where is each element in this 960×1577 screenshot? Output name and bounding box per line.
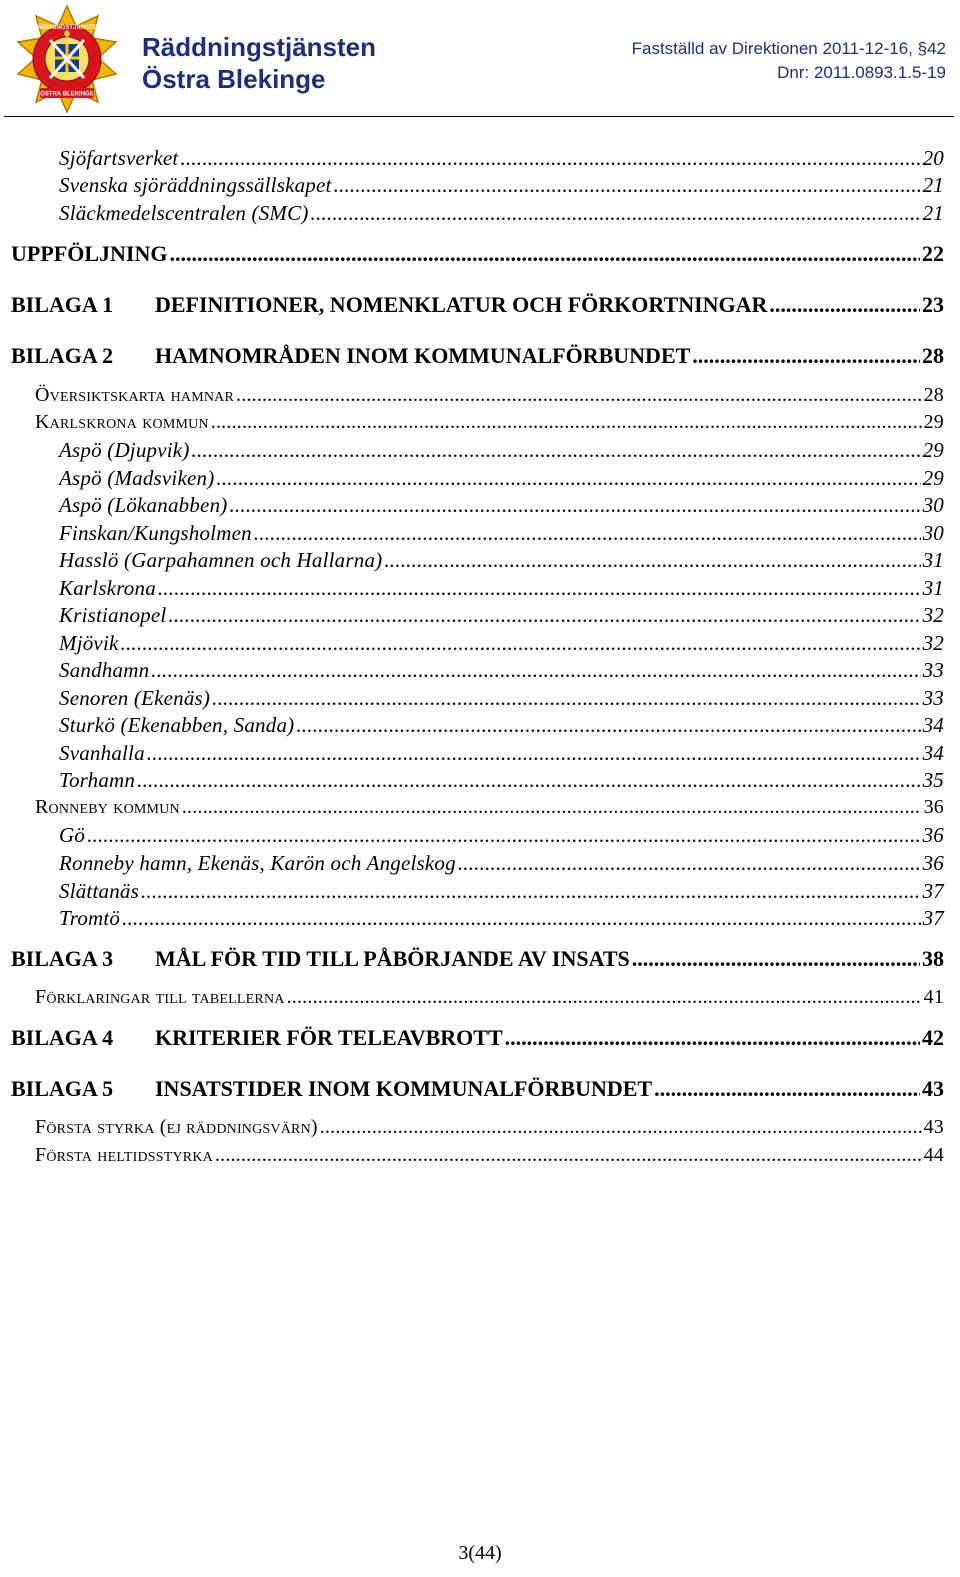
- toc-entry[interactable]: [59, 493, 944, 518]
- svg-text:ÖSTRA BLEKINGE: ÖSTRA BLEKINGE: [40, 91, 94, 98]
- dot-leader: [216, 466, 920, 491]
- svg-text:RÄDDNINGSTJÄNSTEN: RÄDDNINGSTJÄNSTEN: [32, 25, 102, 31]
- toc-entry-title: Första heltidsstyrka: [35, 1144, 213, 1166]
- toc-page-number: 43: [923, 1116, 944, 1138]
- dot-leader: [692, 343, 920, 369]
- dot-leader: [384, 548, 920, 573]
- toc-page-number: 28: [923, 384, 944, 406]
- toc-entry-title: Sturkö (Ekenabben, Sanda): [59, 713, 295, 737]
- toc-page-number: 44: [923, 1144, 944, 1166]
- toc-page-number: 30: [922, 493, 944, 517]
- appendix-title: KRITERIER FÖR TELEAVBROTT: [155, 1025, 503, 1050]
- org-name-line-1: Räddningstjänsten: [142, 32, 377, 62]
- dot-leader: [122, 906, 920, 931]
- organization-name: [142, 31, 376, 95]
- dot-leader: [180, 146, 920, 171]
- toc-page-number: 37: [922, 906, 944, 930]
- appendix-number: BILAGA 2: [11, 343, 114, 368]
- toc-entry-title: Ronneby hamn, Ekenäs, Karön och Angelskog: [59, 851, 456, 875]
- dot-leader: [158, 576, 921, 601]
- dot-leader: [182, 796, 922, 819]
- toc-entry[interactable]: [35, 411, 944, 434]
- dot-leader: [254, 521, 921, 546]
- toc-entry-title: Finskan/Kungsholmen: [59, 521, 252, 545]
- toc-page-number: 29: [923, 411, 944, 433]
- toc-page-number: 43: [922, 1076, 944, 1101]
- toc-entry[interactable]: [59, 741, 944, 766]
- toc-entry-title: Svenska sjöräddningssällskapet: [59, 173, 332, 197]
- page-header: [0, 0, 960, 118]
- toc-page-number: 37: [922, 879, 944, 903]
- appendix-title: INSATSTIDER INOM KOMMUNALFÖRBUNDET: [155, 1076, 653, 1101]
- header-divider: [4, 116, 954, 117]
- toc-page-number: 29: [922, 466, 944, 490]
- dot-leader: [632, 946, 920, 972]
- toc-page-number: 32: [922, 631, 944, 655]
- toc-entry[interactable]: [59, 713, 944, 738]
- toc-entry[interactable]: [11, 241, 944, 267]
- toc-entry-title: Släckmedelscentralen (SMC): [59, 201, 309, 225]
- toc-entry-title: Aspö (Madsviken): [59, 466, 215, 490]
- toc-page-number: 29: [922, 438, 944, 462]
- toc-entry[interactable]: [59, 658, 944, 683]
- toc-page-number: 20: [922, 146, 944, 170]
- appendix-title: HAMNOMRÅDEN INOM KOMMUNALFÖRBUNDET: [155, 343, 691, 368]
- toc-page-number: 21: [922, 173, 944, 197]
- appendix-title: DEFINITIONER, NOMENKLATUR OCH FÖRKORTNINGAR: [155, 292, 768, 317]
- approval-line: Fastställd av Direktionen 2011-12-16, §42: [631, 39, 946, 58]
- toc-entry[interactable]: [11, 1076, 944, 1102]
- toc-page-number: 30: [922, 521, 944, 545]
- toc-entry-title: Sjöfartsverket: [59, 146, 179, 170]
- toc-entry-title: Kristianopel: [59, 603, 167, 627]
- dot-leader: [137, 768, 920, 793]
- toc-entry[interactable]: [59, 466, 944, 491]
- toc-entry-title: Torhamn: [59, 768, 136, 792]
- toc-entry[interactable]: [11, 946, 944, 972]
- dot-leader: [769, 292, 920, 318]
- toc-entry-title: Hasslö (Garpahamnen och Hallarna): [59, 548, 383, 572]
- toc-page-number: 35: [922, 768, 944, 792]
- toc-entry[interactable]: [59, 576, 944, 601]
- toc-entry[interactable]: [59, 851, 944, 876]
- dot-leader: [211, 411, 922, 434]
- dot-leader: [215, 1144, 922, 1167]
- toc-entry[interactable]: [59, 548, 944, 573]
- toc-page-number: 42: [922, 1025, 944, 1050]
- toc-entry[interactable]: [35, 1144, 944, 1167]
- dot-leader: [151, 658, 920, 683]
- toc-entry-title: Översiktskarta hamnar: [35, 384, 235, 406]
- appendix-number: BILAGA 5: [11, 1076, 114, 1101]
- toc-entry-title: [11, 1025, 503, 1051]
- toc-entry-title: [11, 1076, 652, 1102]
- toc-page-number: 31: [922, 576, 944, 600]
- dot-leader: [320, 1116, 922, 1139]
- toc-page-number: 36: [922, 851, 944, 875]
- toc-entry[interactable]: [35, 1116, 944, 1139]
- toc-entry[interactable]: [35, 384, 944, 407]
- dot-leader: [236, 384, 922, 407]
- toc-entry-title: Senoren (Ekenäs): [59, 686, 211, 710]
- toc-page-number: 21: [922, 201, 944, 225]
- toc-entry[interactable]: [59, 438, 944, 463]
- toc-entry-title: Karlskrona kommun: [35, 411, 209, 433]
- toc-page-number: 32: [922, 603, 944, 627]
- toc-page-number: 41: [923, 986, 944, 1008]
- toc-page-number: 34: [922, 713, 944, 737]
- toc-entry-title: Förklaringar till tabellerna: [35, 986, 285, 1008]
- toc-page-number: 33: [922, 658, 944, 682]
- toc-page-number: 22: [922, 241, 944, 266]
- toc-entry-title: [11, 343, 690, 369]
- toc-entry[interactable]: [59, 906, 944, 931]
- toc-entry[interactable]: [59, 879, 944, 904]
- dot-leader: [287, 986, 922, 1009]
- dot-leader: [458, 851, 921, 876]
- dot-leader: [168, 603, 920, 628]
- toc-page-number: 23: [922, 292, 944, 317]
- toc-entry-title: [11, 292, 767, 318]
- dot-leader: [87, 823, 921, 848]
- dot-leader: [311, 201, 921, 226]
- toc-entry[interactable]: [11, 292, 944, 318]
- dot-leader: [334, 173, 921, 198]
- dot-leader: [654, 1076, 920, 1102]
- toc-entry-title: Första styrka (ej räddningsvärn): [35, 1116, 318, 1138]
- toc-page-number: 33: [922, 686, 944, 710]
- dot-leader: [169, 241, 920, 267]
- toc-entry-title: [11, 946, 630, 972]
- toc-entry[interactable]: [35, 986, 944, 1009]
- dot-leader: [141, 879, 921, 904]
- toc-entry[interactable]: [59, 173, 944, 198]
- toc-page-number: 36: [922, 823, 944, 847]
- toc-entry-title: Tromtö: [59, 906, 121, 930]
- toc-page-number: 34: [922, 741, 944, 765]
- toc-entry-title: Karlskrona: [59, 576, 156, 600]
- dot-leader: [505, 1025, 920, 1051]
- dot-leader: [147, 741, 921, 766]
- toc-entry[interactable]: [35, 796, 944, 819]
- document-meta: [632, 37, 946, 85]
- toc-entry-title: Svanhalla: [59, 741, 145, 765]
- toc-entry-title: Ronneby kommun: [35, 796, 180, 818]
- dot-leader: [212, 686, 920, 711]
- toc-entry-title: Mjövik: [59, 631, 119, 655]
- appendix-number: BILAGA 1: [11, 292, 114, 317]
- toc-entry-title: UPPFÖLJNING: [11, 241, 168, 266]
- toc-entry[interactable]: [59, 603, 944, 628]
- dot-leader: [296, 713, 920, 738]
- toc-entry-title: Aspö (Lökanabben): [59, 493, 228, 517]
- toc-entry[interactable]: [59, 521, 944, 546]
- toc-entry[interactable]: [59, 686, 944, 711]
- toc-entry-title: Aspö (Djupvik): [59, 438, 190, 462]
- toc-entry[interactable]: [59, 201, 944, 226]
- toc-entry[interactable]: [59, 146, 944, 171]
- page-number: 3(44): [458, 1542, 502, 1564]
- toc-entry[interactable]: [11, 1025, 944, 1051]
- toc-entry[interactable]: [11, 343, 944, 369]
- toc-entry-title: Gö: [59, 823, 86, 847]
- appendix-number: BILAGA 3: [11, 946, 114, 971]
- dot-leader: [229, 493, 920, 518]
- toc-page-number: 36: [923, 796, 944, 818]
- registration-number: Dnr: 2011.0893.1.5-19: [777, 63, 946, 82]
- toc-entry[interactable]: [59, 823, 944, 848]
- appendix-number: BILAGA 4: [11, 1025, 114, 1050]
- org-name-line-2: Östra Blekinge: [142, 64, 326, 94]
- toc-entry[interactable]: [59, 768, 944, 793]
- toc-entry-title: Slättanäs: [59, 879, 139, 903]
- dot-leader: [192, 438, 921, 463]
- toc-entry-title: Sandhamn: [59, 658, 150, 682]
- toc-entry[interactable]: [59, 631, 944, 656]
- toc-page-number: 31: [922, 548, 944, 572]
- toc-page-number: 28: [922, 343, 944, 368]
- dot-leader: [121, 631, 921, 656]
- fire-rescue-emblem-icon: [12, 4, 122, 114]
- appendix-title: MÅL FÖR TID TILL PÅBÖRJANDE AV INSATS: [155, 946, 630, 971]
- toc-page-number: 38: [922, 946, 944, 971]
